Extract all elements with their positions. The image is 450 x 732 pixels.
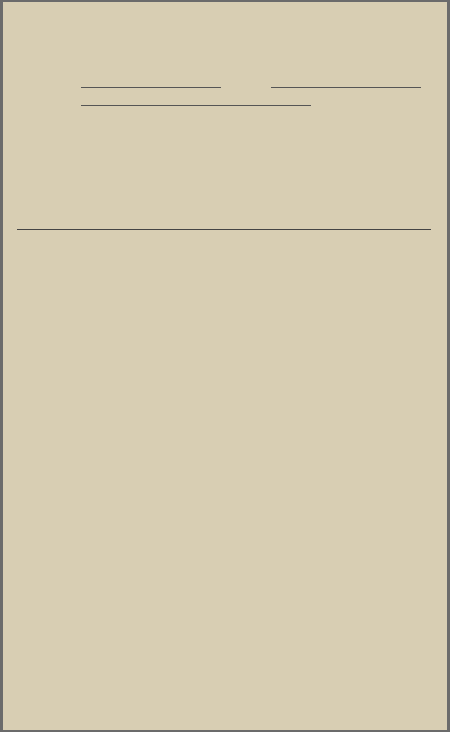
checklist-page bbox=[3, 2, 447, 730]
species-table bbox=[17, 229, 431, 699]
